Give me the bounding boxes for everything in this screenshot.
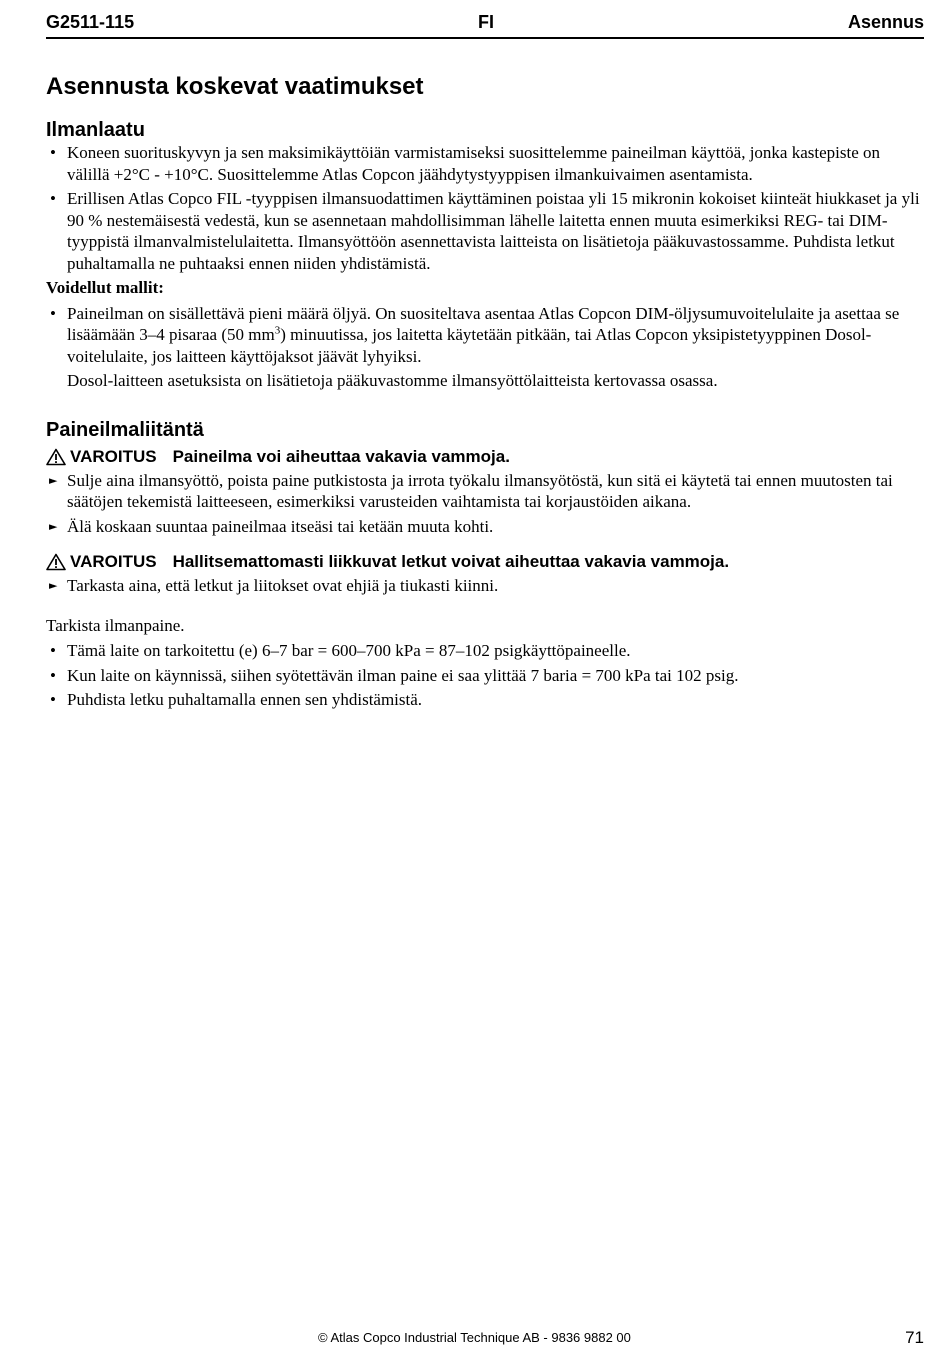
list-item: ► Tarkasta aina, että letkut ja liitokset ovat ehjiä ja tiukasti kiinni. — [46, 575, 926, 597]
warning-actions-list — [46, 470, 926, 538]
warning-box — [46, 551, 926, 573]
warning-triangle-icon — [46, 553, 66, 571]
document-id: G2511-115 — [46, 12, 135, 32]
list-item: • Tämä laite on tarkoitettu (e) 6–7 bar = 600–700 kPa = 87–102 psigkäyttöpaineelle. — [46, 640, 926, 662]
list-item: • Puhdista letku puhaltamalla ennen sen yhdistämistä. — [46, 689, 926, 711]
dosol-note: Dosol-laitteen asetuksista on lisätietoja pääkuvastomme ilmansyöttölaitteista kertovassa osassa. — [67, 371, 718, 390]
list-item: • Kun laite on käynnissä, siihen syötettävän ilman paine ei saa ylittää 7 baria = 700 kPa tai 102 psig. — [46, 665, 926, 687]
page-footer — [46, 1328, 924, 1350]
list-item: ► Sulje aina ilmansyöttö, poista paine putkistosta ja irrota työkalu ilmansyötöstä, kun sitä ei käytetä tai ennen muutosten tai säätöjen tekemistä laitteeseen, esimerkiksi varusteiden vaihtamista tai korjaustöiden aikana. — [46, 470, 926, 513]
list-item — [46, 303, 926, 368]
list-item: • Erillisen Atlas Copco FIL -tyyppisen ilmansuodattimen käyttäminen poistaa yli 15 mikronin kokoiset kiinteät hiukkaset ja yli 90 % nestemäisestä vedestä, kun se asennetaan mahdollisimman lähelle laitetta ennen muuta esimerkiksi REG- tai DIM-tyyppistä ilmanvalmistelulaitetta. Ilmansyöttöön asennettavista laitteista on lisätietoja pääkuvastossamme. Puhdista letkut puhaltamalla ne puhtaaksi ennen niiden yhdistämistä. — [46, 188, 926, 274]
warning-text: Hallitsemattomasti liikkuvat letkut voivat aiheuttaa vakavia vammoja. — [172, 552, 730, 571]
ilmanlaatu-list — [46, 142, 926, 274]
warning-triangle-icon — [46, 448, 66, 466]
check-pressure-text: Tarkista ilmanpaine. — [46, 615, 185, 635]
warning-label: VAROITUS — [70, 446, 157, 466]
lubricated-models-heading: Voidellut mallit: — [46, 278, 164, 297]
warning-actions-list — [46, 575, 926, 597]
warning-box — [46, 446, 926, 468]
lubrication-text-start: Paineilman on sisällettävä pieni määrä öljyä. On suositeltava asentaa Atlas Copcon DIM-öljysumuvoitelulaite ja asettaa se lisäämään 3–4 pisaraa (50 mm — [67, 303, 900, 344]
language-code: FI — [478, 12, 494, 32]
section-heading-ilmanlaatu: Ilmanlaatu — [46, 119, 145, 141]
list-item: • Koneen suorituskyvyn ja sen maksimikäyttöiän varmistamiseksi suosittelemme paineilman käyttöä, jonka kastepiste on välillä +2°C - +10°C. Suosittelemme Atlas Copcon jäähdytystyyppisen ilmankuivaimen asentamista. — [46, 142, 926, 185]
page-header — [46, 12, 924, 39]
page-content — [46, 72, 926, 714]
page-number: 71 — [905, 1328, 924, 1347]
list-item: ► Älä koskaan suuntaa paineilmaa itseäsi tai ketään muuta kohti. — [46, 516, 926, 538]
lubricated-models-list — [46, 303, 926, 368]
section-heading-paineilmaliitanta: Paineilmaliitäntä — [46, 418, 204, 441]
warning-label: VAROITUS — [70, 552, 157, 571]
superscript: 3 — [274, 324, 281, 337]
warning-text: Paineilma voi aiheuttaa vakavia vammoja. — [172, 446, 510, 466]
pressure-list — [46, 640, 926, 711]
section-name: Asennus — [847, 12, 924, 32]
page-title: Asennusta koskevat vaatimukset — [46, 73, 424, 100]
lubrication-text-end: ) minuutissa, jos laitetta käytetään pitkään, tai Atlas Copcon yksipistetyyppinen Dosol-voitelulaite, jos laitteen käyttöjaksot jäävät lyhyiksi. — [67, 325, 872, 366]
copyright-text: © Atlas Copco Industrial Technique AB - 9836 9882 00 — [318, 1330, 631, 1345]
